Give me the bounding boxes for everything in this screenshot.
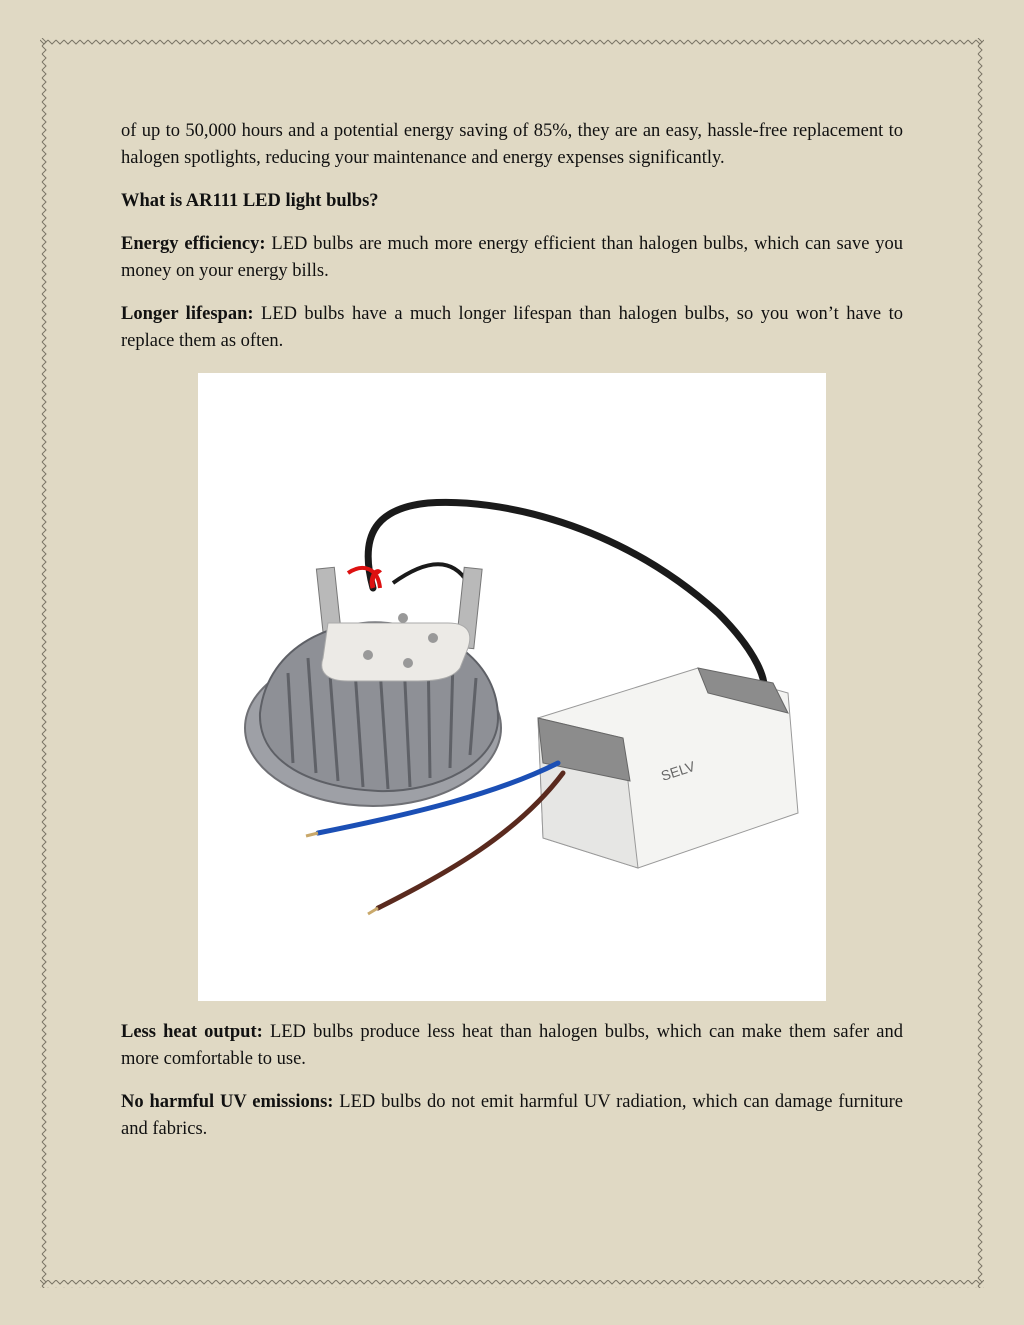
intro-paragraph: of up to 50,000 hours and a potential energy saving of 85%, they are an easy, hassle-free replacement to halogen spotlights, reducing your maintenance and energy expenses significantly. [121,121,903,168]
heat-label: Less heat output: [121,1022,263,1042]
heat-text: LED bulbs produce less heat than halogen bulbs, which can make them safer and more comfortable to use. [121,1022,903,1069]
lifespan-text: LED bulbs have a much longer lifespan than halogen bulbs, so you won’t have to replace them as often. [121,304,903,351]
uv-label: No harmful UV emissions: [121,1092,334,1112]
ar111-led-bulb-illustration [198,373,826,1001]
energy-label: Energy efficiency: [121,234,266,254]
lifespan-paragraph [121,301,903,355]
heat-paragraph [121,1019,903,1073]
energy-paragraph [121,231,903,285]
selv-label: SELV [658,757,697,784]
energy-text: LED bulbs are much more energy efficient than halogen bulbs, which can save you money on your energy bills. [121,234,903,281]
uv-paragraph [121,1089,903,1143]
section-heading: What is AR111 LED light bulbs? [121,191,379,211]
lifespan-label: Longer lifespan: [121,304,254,324]
product-photo [198,373,826,1001]
article-body-lower [121,1019,903,1159]
uv-text: LED bulbs do not emit harmful UV radiation, which can damage furniture and fabrics. [121,1092,903,1139]
article-body [121,118,903,371]
